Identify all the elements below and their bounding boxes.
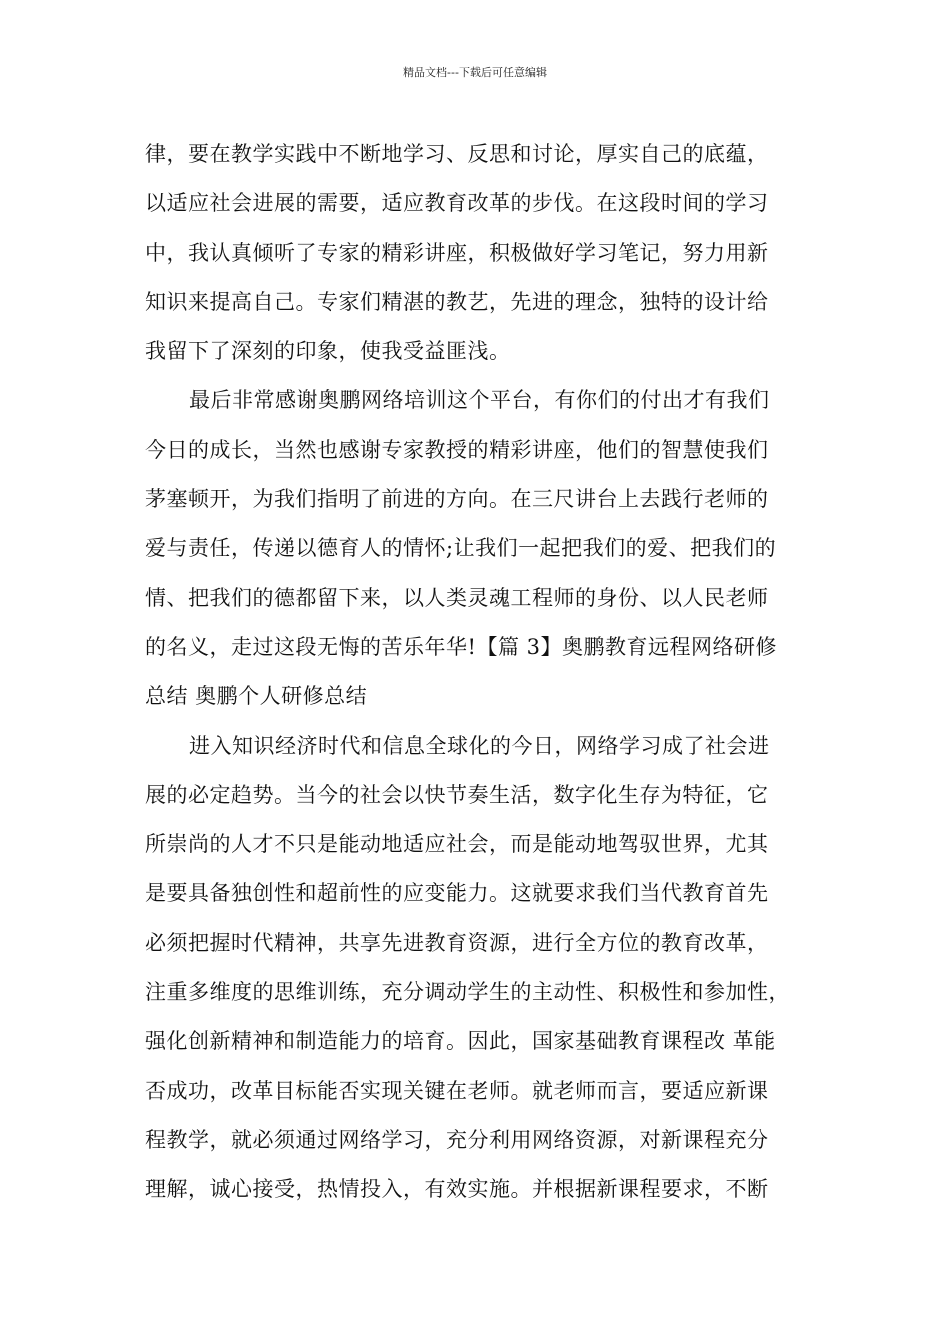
page-header: 精品文档---下载后可任意编辑 [403,66,547,79]
text-line: 注重多维度的思维训练，充分调动学生的主动性、积极性和参加性， [145,980,790,1005]
text-line: 程教学，就必须通过网络学习，充分利用网络资源，对新课程充分 [145,1127,769,1152]
text-line: 的名义，走过这段无悔的苦乐年华!【篇 3】奥鹏教育远程网络研修 [145,634,777,659]
text-line: 否成功，改革目标能否实现关键在老师。就老师而言，要适应新课 [145,1078,769,1103]
text-line: 强化创新精神和制造能力的培育。因此，国家基础教育课程改 革能 [145,1029,776,1054]
text-line: 必须把握时代精神，共享先进教育资源，进行全方位的教育改革， [145,930,769,955]
text-line: 总结 奥鹏个人研修总结 [145,684,368,709]
paragraph-start-line: 最后非常感谢奥鹏网络培训这个平台，有你们的付出才有我们 [189,388,770,413]
text-line: 今日的成长，当然也感谢专家教授的精彩讲座，他们的智慧使我们 [145,437,769,462]
text-line: 茅塞顿开，为我们指明了前进的方向。在三尺讲台上去践行老师的 [145,487,769,512]
text-line: 爱与责任，传递以德育人的情怀;让我们一起把我们的爱、把我们的 [145,536,777,561]
text-line: 所崇尚的人才不只是能动地适应社会，而是能动地驾驭世界，尤其 [145,832,769,857]
text-line: 中，我认真倾听了专家的精彩讲座，积极做好学习笔记，努力用新 [145,240,769,265]
text-line: 以适应社会进展的需要，适应教育改革的步伐。在这段时间的学习 [145,191,769,216]
text-line: 律，要在教学实践中不断地学习、反思和讨论，厚实自己的底蕴， [145,142,769,166]
text-line: 展的必定趋势。当今的社会以快节奏生活，数字化生存为特征，它 [145,782,769,807]
document-body [145,130,835,1215]
text-line: 理解，诚心接受，热情投入，有效实施。并根据新课程要求，不断 [145,1177,769,1202]
text-line: 我留下了深刻的印象，使我受益匪浅。 [145,339,511,364]
text-line: 是要具备独创性和超前性的应变能力。这就要求我们当代教育首先 [145,881,769,906]
paragraph-start-line: 进入知识经济时代和信息全球化的今日，网络学习成了社会进 [189,733,770,758]
text-line: 知识来提高自己。专家们精湛的教艺，先进的理念，独特的设计给 [145,289,769,314]
text-line: 情、把我们的德都留下来，以人类灵魂工程师的身份、以人民老师 [145,585,769,610]
